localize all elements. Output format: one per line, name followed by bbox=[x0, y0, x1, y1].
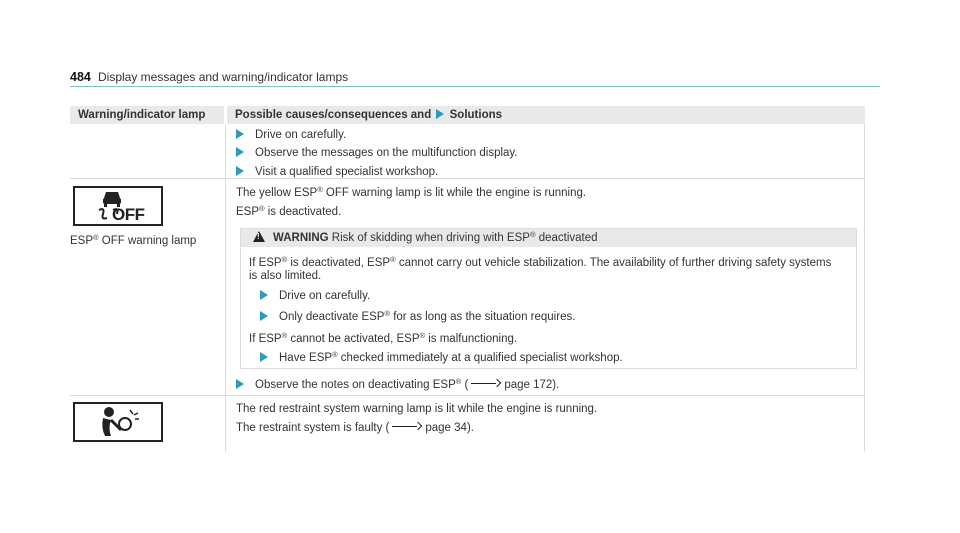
warning-triangle-icon bbox=[253, 231, 265, 242]
page-reference-arrow-icon bbox=[471, 379, 501, 389]
esp-off-icon-text: OFF bbox=[112, 205, 145, 224]
play-arrow-icon bbox=[260, 290, 268, 300]
page-reference-link[interactable]: page 172). bbox=[504, 379, 560, 391]
list-item: Drive on carefully. bbox=[260, 289, 370, 303]
row-divider bbox=[70, 178, 865, 179]
page-number: 484 bbox=[70, 70, 91, 84]
play-arrow-icon bbox=[436, 109, 444, 119]
page-header bbox=[70, 70, 880, 87]
list-item: Have ESP® checked immediately at a qualified specialist workshop. bbox=[260, 351, 623, 365]
play-arrow-icon bbox=[236, 379, 244, 389]
column-divider bbox=[225, 124, 226, 452]
restraint-system-graphic bbox=[75, 404, 161, 440]
play-arrow-icon bbox=[260, 311, 268, 321]
esp-status-text: The yellow ESP® OFF warning lamp is lit while the engine is running. bbox=[236, 185, 587, 199]
page-reference-link[interactable]: page 34). bbox=[425, 422, 474, 434]
restraint-faulty-text: The restraint system is faulty ( page 34). bbox=[236, 422, 474, 434]
list-item: Only deactivate ESP® for as long as the situation requires. bbox=[260, 310, 575, 324]
warning-box-header: !WARNING Risk of skidding when driving with ESP® deactivated bbox=[241, 229, 856, 247]
play-arrow-icon bbox=[236, 129, 244, 139]
column-header-causes bbox=[227, 106, 865, 124]
list-item: Observe the messages on the multifunction display. bbox=[236, 146, 518, 160]
play-arrow-icon bbox=[260, 352, 268, 362]
esp-deactivated-text: ESP® is deactivated. bbox=[236, 204, 342, 218]
warning-lamp-table bbox=[70, 106, 865, 452]
list-item: Observe the notes on deactivating ESP® ( page 172). bbox=[236, 378, 559, 392]
column-header-causes-text: Possible causes/consequences and bbox=[235, 109, 432, 121]
restraint-system-icon bbox=[73, 402, 163, 442]
esp-off-icon bbox=[73, 186, 163, 226]
row-divider bbox=[70, 395, 865, 396]
warning-paragraph-continued: is also limited. bbox=[249, 270, 322, 282]
play-arrow-icon bbox=[236, 166, 244, 176]
play-arrow-icon bbox=[236, 147, 244, 157]
column-header-lamp: Warning/indicator lamp bbox=[70, 106, 224, 124]
warning-paragraph: If ESP® is deactivated, ESP® cannot carry out vehicle stabilization. The availability of further driving safety systems bbox=[249, 255, 832, 269]
column-header-solutions-text: Solutions bbox=[449, 109, 503, 121]
page-reference-arrow-icon bbox=[392, 422, 422, 432]
warning-box bbox=[240, 228, 857, 369]
table-right-border bbox=[864, 124, 865, 452]
restraint-status-text: The red restraint system warning lamp is lit while the engine is running. bbox=[236, 403, 598, 415]
warning-title: WARNING bbox=[273, 232, 329, 244]
warning-paragraph: If ESP® cannot be activated, ESP® is malfunctioning. bbox=[249, 331, 518, 345]
page-title: Display messages and warning/indicator lamps bbox=[98, 70, 349, 84]
lamp-label-esp-off: ESP® OFF warning lamp bbox=[70, 233, 197, 247]
list-item: Drive on carefully. bbox=[236, 128, 346, 142]
list-item: Visit a qualified specialist workshop. bbox=[236, 165, 438, 179]
